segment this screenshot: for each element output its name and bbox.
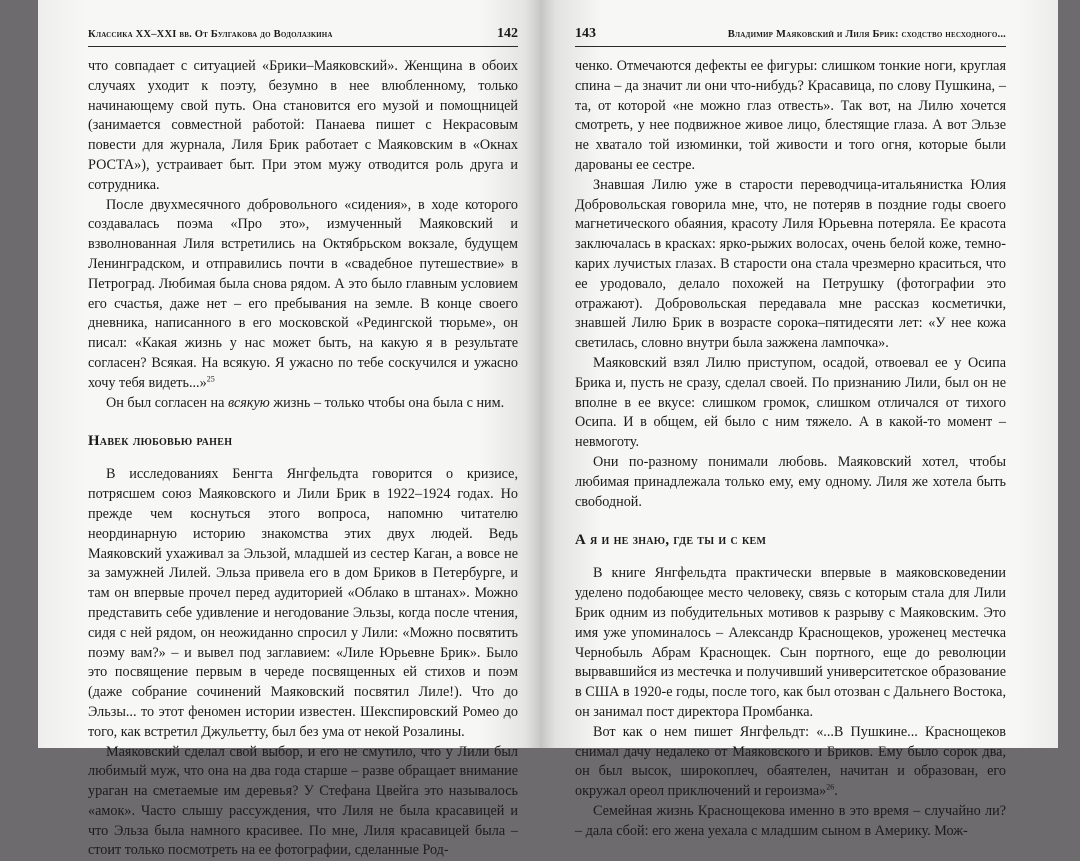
paragraph: что совпадает с ситуацией «Брики–Маяковский». Женщина в обоих случаях уходит к поэту, безумно в нее влюбленному, только начинающему свой путь. Она становится его музой и помощницей (занимается совместной работой: Панаева пишет с Некрасовым повести для журнала, Лиля Брик работает с Маяковским в «Окнах РОСТА»), устраивает быт. При этом мужу отводится роль друга и сотрудника. — [88, 57, 518, 196]
paragraph: В книге Янгфельдта практически впервые в маяковсковедении уделено подобающее место человеку, связь с которым стала для Лили Брик одним из побудительных мотивов к разрыву с Маяковским. Это имя уже упоминалось – Александр Краснощеков, уроженец местечка Чернобыль Абрам Краснощек. Сын портного, еще до революции вырвавшийся из местечка и получивший университетское образование в США в 1920-е годы, после того, как был отозван с Дальнего Востока, он занимал пост директора Промбанка. — [575, 564, 1006, 722]
page-number: 142 — [497, 26, 518, 42]
left-page — [38, 0, 540, 748]
paragraph: Маяковский сделал свой выбор, и его не смутило, что у Лили был любимый муж, что она на два года старше – разве обращает внимание ураган на сметаемые им деревья? У Стефана Цвейга это называлось «амок». Часто слышу рассуждения, что Лиля не была красавицей и что Эльза была намного красивее. По мне, Лиля красавицей была – стоит только посмотреть на ее фотографии, сделанные Род- — [88, 743, 518, 861]
running-head-title: Владимир Маяковский и Лиля Брик: сходство несходного... — [728, 29, 1006, 40]
paragraph: Знавшая Лилю уже в старости переводчица-итальянистка Юлия Добровольская говорила мне, что, не потеряв в поздние годы своего магнетического обаяния, красоту Лиля Юрьевна потеряла. Ее красота заключалась в красках: ярко-рыжих волосах, очень белой коже, темно-карих лучистых глазах. В старости она стала чрезмерно краситься, что ее уродовало, делало похожей на Петрушку (фотографии это отражают). Добровольская передавала мне рассказ косметички, знавшей Лилю Брик в возрасте сорока–пятидесяти лет: «У нее кожа светилась, словно внутри была зажжена лампочка». — [575, 176, 1006, 354]
paragraph — [575, 723, 1006, 802]
page-number: 143 — [575, 26, 596, 42]
paragraph: Семейная жизнь Краснощекова именно в это время – случайно ли? – дала сбой: его жена уехала с младшим сыном в Америку. Мож- — [575, 802, 1006, 842]
paragraph: ченко. Отмечаются дефекты ее фигуры: слишком тонкие ноги, круглая спина – да значит ли они что-нибудь? Красавица, по слову Пушкина, – та, от которой «не можно глаз отвесть». Так вот, на Лилю хочется смотреть, у нее подвижное живое лицо, блестящие глаза. А вот Эльзе не хватало той изюминки, той живости и того огня, которые были дарованы ее сестре. — [575, 57, 1006, 176]
running-head-title: Классика XX–XXI вв. От Булгакова до Водолазкина — [88, 29, 333, 40]
running-head-right — [575, 26, 1006, 47]
paragraph: Маяковский взял Лилю приступом, осадой, отвоевал ее у Осипа Брика и, пусть не сразу, сделал своей. По признанию Лили, был он не вполне в ее вкусе: слишком громок, слишком отличался от тихого Осипа. И в общем, ей было с ним тяжело. А в какой-то момент – невмоготу. — [575, 354, 1006, 453]
paragraph: В исследованиях Бенгта Янгфельдта говорится о кризисе, потрясшем союз Маяковского и Лили Брик в 1922–1924 годах. Но прежде чем коснуться этого вопроса, напомню читателю неординарную историю знакомства этих двух людей. Ведь Маяковский ухаживал за Эльзой, младшей из сестер Каган, а вовсе не за замужней Лилей. Эльза привела его в дом Бриков в Петербурге, и там он впервые прочел перед аудиторией «Облако в штанах». Можно представить себе удивление и негодование Эльзы, когда после чтения, сидя с ней рядом, он неожиданно спросил у Лили: «Можно посвятить поэму вам?» – и вывел под заглавием: «Лиле Юрьевне Брик». Было это посвящение первым в череде посвященных ей стихов и поэм (даже собрание сочинений Маяковский посвятил Лиле!). Что до Эльзы... то этот феномен истории известен. Шекспировский Ромео до того, как встретил Джульетту, был без ума от некой Розалины. — [88, 465, 518, 742]
running-head-left — [88, 26, 518, 47]
footnote-ref: 25 — [207, 374, 215, 383]
paragraph — [88, 394, 518, 414]
right-page — [540, 0, 1058, 748]
paragraph — [88, 196, 518, 394]
paragraph-text: . — [834, 783, 838, 799]
paragraph-text: После двухмесячного добровольного «сидения», в ходе которого создавалась поэма «Про это», измученный Маяковский и взволнованная Лиля встретились на Октябрьском вокзале, будущем Ленинградском, и отправились почти в «свадебное путешествие» в Петроград. Любимая была снова рядом. А это было главным условием его счастья, даже нет – его пребывания на земле. В конце своего дневника, написанного в его московской «Редингской тюрьме», он писал: «Какая жизнь у нас может быть, на какую я в результате согласен? Всякая. На всякую. Я ужасно по тебе соскучился и ужасно хочу тебя видеть...» — [88, 197, 518, 391]
emphasis-text: всякую — [228, 395, 270, 411]
paragraph: Они по-разному понимали любовь. Маяковский хотел, чтобы любимая принадлежала только ему, ему одному. Лиля же хотела быть свободной. — [575, 453, 1006, 512]
section-heading: Навек любовью ранен — [88, 431, 518, 451]
paragraph-text: жизнь – только чтобы она была с ним. — [270, 395, 504, 411]
section-heading: А я и не знаю, где ты и с кем — [575, 530, 1006, 550]
footnote-ref: 26 — [826, 782, 834, 791]
paragraph-text: Вот как о нем пишет Янгфельдт: «...В Пушкине... Краснощеков снимал дачу недалеко от Маяковского и Бриков. Ему было сорок два, он был высок, широкоплеч, обаятелен, начитан и образован, его окружал ореол приключений и героизма» — [575, 724, 1006, 799]
paragraph-text: Он был согласен на — [106, 395, 228, 411]
